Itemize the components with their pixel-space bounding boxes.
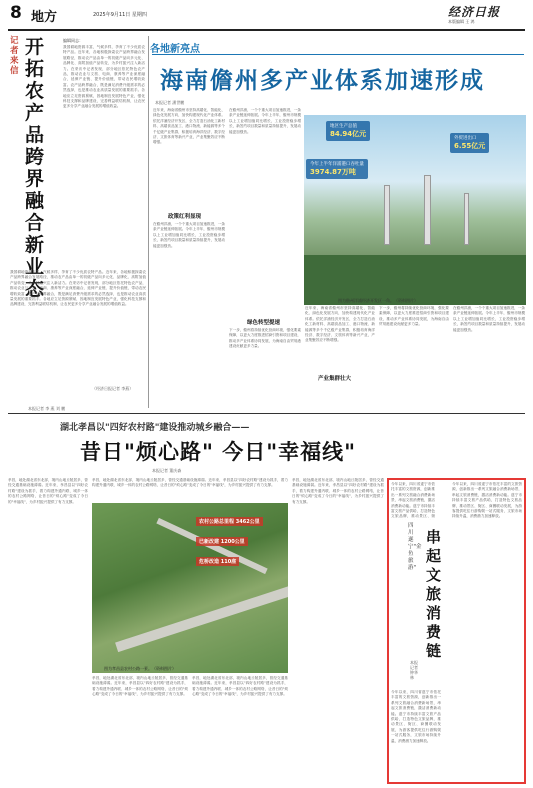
road-shape: [115, 584, 288, 652]
header-divider: [8, 29, 525, 31]
side-byline: 本报记者 钟华林: [410, 660, 418, 680]
bottom-body-col3: 孝昌，地处湖北省东北部，境内山地丘陵居多，曾经交通基础设施薄弱。近年来，孝昌县以"四好农村路"建设为抓手，着力构建外通内联、城乡一体的农村公路网络，让昔日的"烦心路"变成了今日的"幸福线"，为乡村振兴提供了有力支撑。: [192, 676, 288, 697]
stat-label: 今年上半年洋浦港口吞吐量: [310, 162, 364, 167]
stat-value: 3974.87万吨: [310, 168, 356, 176]
subhead-policy: 政策红利显现: [168, 214, 202, 220]
bottom-headline: 昔日"烦心路" 今日"幸福线": [80, 440, 357, 464]
main-headline: 海南儋州多产业体系加速形成: [160, 68, 485, 94]
road-stat-new: [196, 537, 248, 546]
chimney-shape: [464, 193, 469, 245]
newspaper-logo: 经济日报: [448, 5, 501, 19]
main-body-col1b: 在儋州洋浦，一个个重大项目加速推进，一条条产业链延伸拓展。今年上半年，儋州市规模以上工业增加值同比增长，工业投资稳步增长，新签约项目数量和质量持续提升，发展动能更加强劲。: [153, 222, 225, 248]
stat-trade: [450, 133, 489, 153]
bottom-byline: 本报记者 董庆森: [152, 468, 182, 473]
side-body-top: 今年以来，四川省遂宁市依托丰富的文旅资源，创新推出一系列文旅融合消费新场景，串起文旅消费链，激活消费新动能。遂宁市持续丰富文旅产品供给，打造特色文旅品牌，推动景区、街: [391, 482, 435, 519]
main-photo-caption: 图为儋州洋浦经济开发区一角。（资料图片）: [338, 298, 418, 303]
stat-label: 农村公路总里程: [199, 519, 235, 525]
side-body-right: 今年以来，四川省遂宁市依托丰富的文旅资源，创新推出一系列文旅融合消费新场景，串起文旅消费链，激活消费新动能。遂宁市持续丰富文旅产品供给，打造特色文旅品牌，推动景区、街区、商圈联动发展，为游客提供吃住行游购娱一站式服务，文旅市场持续升温，消费潜力加速释放。: [452, 482, 522, 519]
main-body-col2: 在儋州洋浦，一个个重大项目加速推进，一条条产业链延伸拓展。今年上半年，儋州市规模以上工业增加值同比增长，工业投资稳步增长，新签约项目数量和质量持续提升，发展动能更加强劲。: [229, 108, 301, 134]
column-body-lower: 我国耕地资源丰富，气候多样，孕育了不少优质农特产品。近年来，各地积极探索农产品跨界融合发展路径，推动农产品由单一的初级产品向多元化、品牌化、高附加值产品转变，为乡村振兴注入新活力。在采访中记者发现，部分地区依托特色农产品，推动农业与文旅、电商、康养等产业深度融合，延伸产业链、提升价值链，带动农民增收致富。农产品跨界融合，既是满足消费升级需求的必然选择，也是推动农业高质量发展的重要抓手。各地应立足资源禀赋，因地制宜发展特色产业，强化科技支撑和品牌建设，完善利益联结机制，让农民更多分享产业融合发展的增值收益。: [10, 270, 146, 307]
stat-port: [306, 159, 368, 179]
main-byline: 本报记者 潘世鹏: [155, 100, 185, 105]
page-number: 8: [10, 3, 22, 23]
section-title: 地方: [31, 10, 58, 25]
column-body-head: 编辑同志：: [63, 38, 83, 43]
column-byline: 本报记者 李 燕 刘 鹏: [28, 406, 66, 411]
road-photo-caption: 图为孝昌县农村公路一景。（资料图片）: [104, 666, 176, 671]
road-stat-total: [196, 517, 263, 526]
industrial-photo: [304, 115, 526, 305]
chimney-shape: [424, 175, 431, 245]
column-body-upper: 我国耕地资源丰富，气候多样，孕育了不少优质农特产品。近年来，各地积极探索农产品跨界融合发展路径，推动农产品由单一的初级产品向多元化、品牌化、高附加值产品转变，为乡村振兴注入新活力。在采访中记者发现，部分地区依托特色农产品，推动农业与文旅、电商、康养等产业深度融合，延伸产业链、提升价值链，带动农民增收致富。农产品跨界融合，既是满足消费升级需求的必然选择，也是推动农业高质量发展的重要抓手。各地应立足资源禀赋，因地制宜发展特色产业，强化科技支撑和品牌建设，完善利益联结机制，让农民更多分享产业融合发展的增值收益。: [63, 45, 145, 109]
side-subtitle: 四川遂宁"金鱼旅游": [408, 523, 422, 571]
side-body-lower-left: 今年以来，四川省遂宁市依托丰富的文旅资源，创新推出一系列文旅融合消费新场景，串起文旅消费链，激活消费新动能。遂宁市持续丰富文旅产品供给，打造特色文旅品牌，推动景区、街区、商圈联动发展，为游客提供吃住行游购娱一站式服务，文旅市场持续升温，消费潜力加速释放。: [391, 690, 441, 743]
section-tag: 各地新亮点: [150, 44, 200, 55]
bottom-body-top: 孝昌，地处湖北省东北部，境内山地丘陵居多，曾经交通基础设施薄弱。近年来，孝昌县以"四好农村路"建设为抓手，着力构建外通内联、城乡一体的农村公路网络，让昔日的"烦心路"变成了今日的"幸福线"，为乡村振兴提供了有力支撑。: [92, 478, 288, 488]
bottom-body-col4: 孝昌，地处湖北省东北部，境内山地丘陵居多，曾经交通基础设施薄弱。近年来，孝昌县以"四好农村路"建设为抓手，着力构建外通内联、城乡一体的农村公路网络，让昔日的"烦心路"变成了今日的"幸福线"，为乡村振兴提供了有力支撑。: [292, 478, 384, 504]
stat-label: 地区生产总值: [330, 124, 357, 129]
issue-date: 2025年9月11日 星期四: [93, 12, 147, 18]
column-end-mark: （经济日报记者 李燕）: [92, 386, 134, 391]
main-body-col5: 在儋州洋浦，一个个重大项目加速推进，一条条产业链延伸拓展。今年上半年，儋州市规模以上工业增加值同比增长，工业投资稳步增长，新签约项目数量和质量持续提升，发展动能更加强劲。: [453, 306, 525, 332]
road-stat-bridge: [196, 557, 239, 566]
column-tag: 记者来信: [10, 36, 19, 76]
stat-gdp: [326, 121, 370, 141]
side-headline: 串起文旅消费链: [426, 528, 442, 660]
chimney-shape: [384, 185, 390, 245]
main-body-col3: 近年来，海南省儋州市坚持高端化、智能化、绿色化发展方向，加快构建现代化产业体系。依托洋浦经济开发区，全力打造石油化工新材料、高端食品加工、港口物流、新能源等多个千亿级产业集群，积极培育海洋经济、数字经济、文旅体育等新兴产业，产业集聚效应不断增强。: [305, 306, 375, 343]
subhead-cluster: 产业集群壮大: [318, 376, 352, 382]
stat-label: 危桥改造: [199, 559, 220, 565]
main-body-col4: 下一步，儋州将持续优化营商环境，强化要素保障，以更大力度推进招商引资和项目建设，推动多产业体系协同发展，为海南自由贸易港建设贡献更多力量。: [379, 306, 449, 327]
section-rule: [152, 54, 524, 55]
page-editors: 本版编辑 王 鸿: [448, 19, 475, 24]
stat-label: 已新改建: [199, 539, 220, 545]
column-title: 开拓农产品跨界融合新业态: [25, 36, 45, 300]
subhead-green: 绿色转型提速: [247, 320, 281, 326]
stat-value: 84.94亿元: [330, 130, 367, 138]
bottom-kicker: 湖北孝昌以"四好农村路"建设推动城乡融合——: [60, 423, 250, 433]
section-divider: [8, 413, 525, 414]
bottom-body-col1: 孝昌，地处湖北省东北部，境内山地丘陵居多，曾经交通基础设施薄弱。近年来，孝昌县以"四好农村路"建设为抓手，着力构建外通内联、城乡一体的农村公路网络，让昔日的"烦心路"变成了今日的"幸福线"，为乡村振兴提供了有力支撑。: [8, 478, 88, 504]
main-body-col1: 近年来，海南省儋州市坚持高端化、智能化、绿色化发展方向，加快构建现代化产业体系。依托洋浦经济开发区，全力打造石油化工新材料、高端食品加工、港口物流、新能源等多个千亿级产业集群，积极培育海洋经济、数字经济、文旅体育等新兴产业，产业集聚效应不断增强。: [153, 108, 225, 145]
bottom-body-col2: 孝昌，地处湖北省东北部，境内山地丘陵居多，曾经交通基础设施薄弱。近年来，孝昌县以"四好农村路"建设为抓手，着力构建外通内联、城乡一体的农村公路网络，让昔日的"烦心路"变成了今日的"幸福线"，为乡村振兴提供了有力支撑。: [92, 676, 188, 697]
column-divider: [148, 36, 149, 408]
main-body-col2b: 下一步，儋州将持续优化营商环境，强化要素保障，以更大力度推进招商引资和项目建设，推动多产业体系协同发展，为海南自由贸易港建设贡献更多力量。: [229, 328, 301, 349]
stat-value: 110座: [220, 559, 237, 565]
road-photo: [92, 503, 288, 673]
stat-value: 3462公里: [235, 519, 260, 525]
stat-label: 外贸进出口: [454, 136, 477, 141]
stat-value: 6.55亿元: [454, 142, 486, 150]
stat-value: 1200公里: [220, 539, 245, 545]
